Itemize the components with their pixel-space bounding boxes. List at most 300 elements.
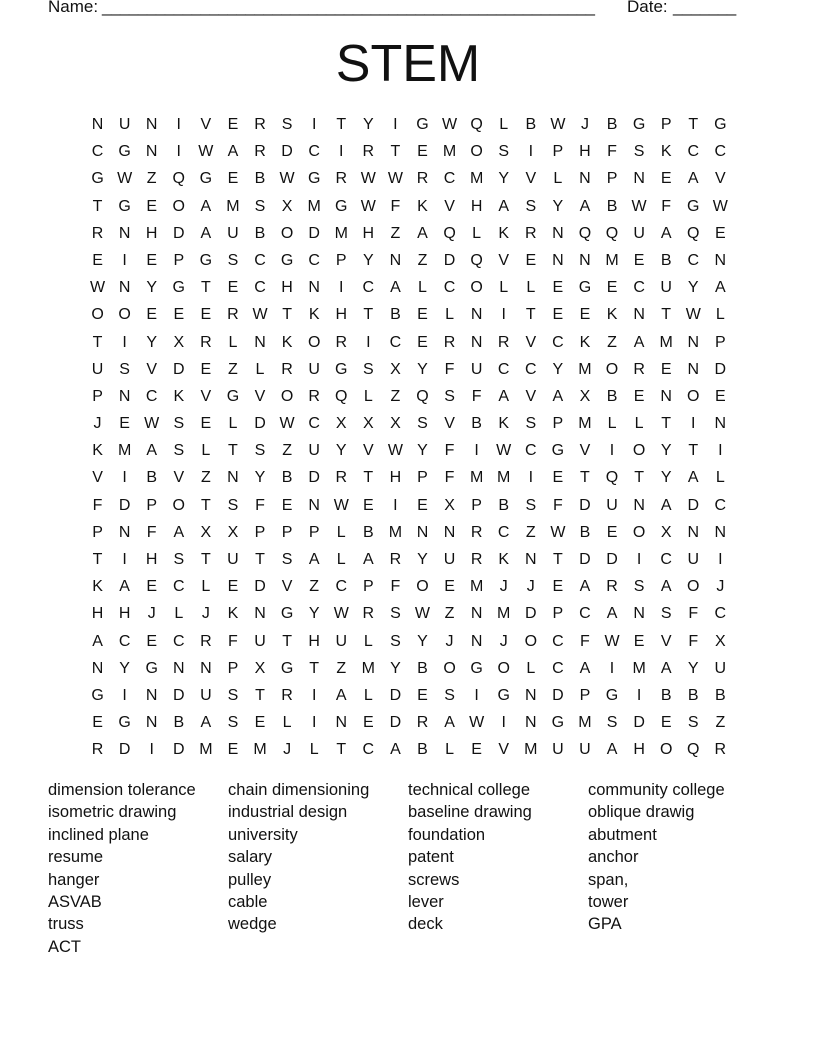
- grid-letter: I: [122, 686, 127, 704]
- grid-letter: P: [92, 523, 103, 541]
- grid-letter: I: [176, 143, 181, 161]
- grid-letter: R: [281, 360, 293, 378]
- grid-letter: L: [526, 659, 536, 677]
- grid-letter: I: [718, 442, 723, 460]
- grid-letter: E: [525, 251, 537, 269]
- word-item: span,: [588, 870, 629, 889]
- grid-letter: E: [362, 496, 374, 514]
- grid-letter: A: [606, 741, 618, 759]
- grid-letter: A: [660, 659, 672, 677]
- grid-letter: N: [416, 523, 429, 541]
- grid-letter: R: [714, 741, 727, 759]
- grid-letter: C: [172, 632, 185, 650]
- grid-letter: Y: [498, 170, 510, 188]
- grid-letter: N: [470, 605, 483, 623]
- word-item: industrial design: [228, 803, 348, 822]
- grid-letter: S: [254, 442, 266, 460]
- grid-letter: Z: [390, 224, 401, 242]
- grid-letter: E: [606, 279, 618, 297]
- grid-letter: N: [633, 306, 645, 324]
- grid-letter: Y: [146, 333, 158, 351]
- grid-letter: I: [366, 333, 371, 351]
- grid-letter: G: [118, 143, 131, 161]
- grid-letter: D: [254, 415, 266, 433]
- grid-letter: L: [445, 306, 454, 324]
- grid-letter: Y: [119, 659, 130, 677]
- grid-letter: D: [525, 605, 537, 623]
- grid-letter: E: [227, 741, 239, 759]
- name-label: Name:: [48, 0, 99, 16]
- grid-letter: M: [334, 224, 348, 242]
- word-item: GPA: [588, 915, 622, 934]
- grid-letter: I: [176, 116, 181, 133]
- grid-letter: C: [497, 360, 510, 378]
- grid-letter: D: [443, 251, 456, 269]
- grid-letter: W: [414, 605, 431, 623]
- grid-letter: D: [254, 578, 266, 596]
- grid-letter: E: [146, 578, 158, 596]
- grid-letter: F: [390, 578, 401, 596]
- grid-row: [84, 193, 734, 220]
- grid-letter: F: [471, 387, 482, 405]
- grid-letter: R: [254, 143, 266, 161]
- grid-letter: M: [524, 741, 538, 759]
- grid-letter: I: [474, 686, 479, 704]
- grid-letter: U: [227, 224, 239, 242]
- grid-letter: D: [172, 224, 185, 242]
- grid-letter: Z: [607, 333, 617, 351]
- grid-letter: G: [172, 279, 185, 297]
- grid-letter: C: [714, 496, 727, 514]
- grid-letter: B: [606, 116, 618, 133]
- grid-letter: D: [714, 360, 727, 378]
- grid-letter: B: [417, 659, 428, 677]
- grid-letter: W: [198, 143, 214, 161]
- word-column: [408, 779, 588, 958]
- grid-letter: L: [445, 741, 454, 759]
- grid-letter: A: [552, 387, 564, 405]
- grid-letter: A: [579, 197, 591, 215]
- grid-letter: V: [579, 442, 591, 460]
- grid-row: [84, 709, 734, 736]
- grid-letter: K: [660, 143, 672, 161]
- grid-letter: S: [660, 605, 672, 623]
- grid-letter: A: [200, 224, 212, 242]
- grid-letter: C: [254, 279, 266, 297]
- grid-letter: M: [469, 578, 484, 596]
- grid-letter: L: [201, 578, 211, 596]
- grid-letter: K: [606, 306, 618, 324]
- grid-letter: C: [362, 279, 375, 297]
- grid-letter: B: [471, 415, 482, 433]
- grid-letter: Z: [444, 605, 455, 623]
- grid-letter: T: [255, 551, 265, 568]
- grid-letter: A: [308, 551, 320, 568]
- grid-letter: Y: [552, 360, 564, 378]
- grid-letter: C: [362, 741, 375, 759]
- grid-letter: G: [307, 170, 321, 188]
- grid-letter: E: [579, 306, 591, 324]
- grid-letter: W: [360, 197, 376, 215]
- grid-letter: F: [228, 632, 238, 650]
- grid-letter: A: [687, 170, 699, 188]
- grid-letter: W: [89, 279, 106, 297]
- grid-letter: T: [309, 659, 320, 677]
- word-item: community college: [588, 781, 725, 799]
- grid-row: [84, 655, 734, 682]
- grid-letter: W: [333, 496, 349, 514]
- grid-letter: E: [552, 578, 564, 596]
- grid-letter: E: [119, 415, 130, 433]
- grid-letter: D: [389, 714, 402, 732]
- grid-letter: G: [416, 116, 429, 133]
- grid-letter: T: [525, 306, 536, 324]
- grid-letter: A: [390, 279, 401, 297]
- grid-letter: V: [525, 333, 537, 351]
- grid-letter: A: [146, 442, 158, 460]
- grid-letter: Y: [552, 197, 564, 215]
- word-item: isometric drawing: [48, 803, 177, 822]
- grid-letter: I: [474, 442, 479, 460]
- grid-letter: G: [335, 197, 348, 215]
- grid-letter: T: [92, 551, 103, 568]
- grid-letter: E: [146, 632, 158, 650]
- grid-letter: E: [444, 578, 455, 596]
- grid-letter: D: [389, 686, 402, 704]
- grid-letter: L: [363, 632, 373, 650]
- grid-letter: R: [525, 224, 537, 242]
- grid-letter: U: [552, 741, 564, 759]
- grid-letter: T: [661, 306, 672, 324]
- grid-letter: U: [335, 632, 348, 650]
- grid-letter: F: [390, 197, 401, 215]
- grid-letter: E: [146, 251, 158, 269]
- word-item: chain dimensioning: [228, 781, 370, 799]
- grid-letter: Z: [282, 442, 292, 460]
- grid-letter: G: [118, 714, 131, 732]
- grid-letter: C: [172, 578, 185, 596]
- grid-letter: X: [227, 523, 239, 541]
- word-item: salary: [228, 848, 273, 867]
- date-blank-line: _______: [673, 0, 736, 16]
- grid-letter: H: [145, 224, 158, 242]
- grid-letter: O: [524, 632, 538, 650]
- grid-letter: Z: [715, 714, 726, 732]
- grid-letter: G: [632, 116, 646, 133]
- grid-letter: N: [308, 496, 320, 514]
- word-column: [48, 779, 228, 958]
- grid-row: [84, 301, 734, 328]
- grid-letter: H: [362, 224, 375, 242]
- grid-letter: B: [254, 224, 266, 242]
- grid-letter: T: [688, 442, 699, 460]
- word-item: technical college: [408, 781, 530, 799]
- grid-letter: L: [715, 469, 725, 487]
- word-item: ASVAB: [48, 893, 102, 912]
- grid-letter: B: [362, 523, 374, 541]
- grid-letter: R: [281, 686, 293, 704]
- grid-letter: S: [444, 387, 455, 405]
- grid-letter: V: [146, 360, 158, 378]
- grid-letter: G: [280, 659, 294, 677]
- grid-letter: S: [444, 686, 455, 704]
- grid-letter: I: [122, 333, 127, 351]
- grid-row: [84, 492, 734, 519]
- word-item: oblique drawig: [588, 803, 695, 822]
- grid-letter: T: [661, 415, 672, 433]
- grid-letter: L: [363, 686, 373, 704]
- grid-letter: E: [715, 224, 726, 242]
- grid-letter: B: [417, 741, 428, 759]
- grid-letter: B: [715, 686, 726, 704]
- grid-letter: D: [172, 741, 185, 759]
- grid-letter: I: [393, 496, 398, 514]
- grid-letter: L: [499, 279, 509, 297]
- grid-letter: H: [470, 197, 483, 215]
- grid-letter: X: [579, 387, 591, 405]
- grid-letter: C: [497, 523, 510, 541]
- grid-letter: E: [200, 415, 212, 433]
- grid-letter: N: [633, 605, 645, 623]
- grid-letter: N: [145, 686, 158, 704]
- grid-letter: Q: [335, 387, 348, 405]
- grid-letter: S: [498, 143, 510, 161]
- grid-letter: N: [118, 523, 131, 541]
- grid-letter: N: [470, 632, 483, 650]
- grid-letter: W: [550, 116, 566, 133]
- grid-letter: K: [498, 551, 510, 568]
- grid-letter: G: [199, 170, 213, 188]
- grid-letter: V: [200, 116, 212, 133]
- grid-letter: U: [606, 496, 618, 514]
- grid-letter: E: [633, 251, 645, 269]
- grid-letter: E: [606, 523, 618, 541]
- grid-letter: A: [498, 387, 510, 405]
- grid-letter: P: [579, 686, 591, 704]
- grid-letter: W: [604, 632, 620, 650]
- grid-letter: E: [362, 714, 374, 732]
- grid-letter: U: [633, 224, 645, 242]
- date-label: Date:: [627, 0, 668, 16]
- grid-letter: H: [145, 551, 158, 568]
- grid-letter: U: [660, 279, 672, 297]
- grid-letter: Z: [525, 523, 536, 541]
- grid-letter: J: [580, 116, 589, 133]
- grid-letter: R: [308, 387, 320, 405]
- grid-letter: S: [227, 686, 239, 704]
- grid-letter: Q: [470, 251, 483, 269]
- grid-letter: E: [660, 360, 672, 378]
- grid-letter: I: [149, 741, 154, 759]
- grid-letter: C: [145, 387, 158, 405]
- word-item: cable: [228, 893, 268, 912]
- grid-letter: L: [553, 170, 563, 188]
- grid-letter: W: [550, 523, 566, 541]
- grid-letter: T: [634, 469, 644, 487]
- grid-letter: X: [254, 659, 266, 677]
- grid-row: [84, 165, 734, 192]
- grid-letter: F: [552, 496, 563, 514]
- grid-letter: I: [311, 116, 317, 133]
- grid-letter: E: [227, 116, 239, 133]
- grid-letter: Z: [146, 170, 157, 188]
- grid-letter: X: [362, 415, 374, 433]
- grid-letter: A: [173, 523, 185, 541]
- grid-letter: M: [659, 333, 673, 351]
- grid-letter: L: [201, 442, 211, 460]
- grid-letter: S: [173, 551, 185, 568]
- grid-letter: A: [660, 224, 672, 242]
- grid-letter: D: [687, 496, 700, 514]
- header-fields: [48, 0, 748, 19]
- grid-letter: W: [496, 442, 512, 460]
- word-item: screws: [408, 870, 460, 889]
- grid-letter: M: [226, 197, 240, 215]
- grid-letter: K: [417, 197, 428, 215]
- grid-letter: E: [92, 714, 103, 732]
- grid-letter: J: [147, 605, 156, 623]
- grid-letter: B: [606, 387, 618, 405]
- grid-letter: P: [552, 415, 564, 433]
- grid-letter: Z: [390, 387, 401, 405]
- grid-letter: O: [172, 496, 185, 514]
- grid-letter: F: [688, 605, 699, 623]
- grid-letter: F: [580, 632, 590, 650]
- grid-letter: I: [339, 143, 344, 161]
- grid-letter: L: [499, 116, 509, 133]
- grid-letter: Q: [578, 224, 592, 242]
- grid-letter: Y: [417, 442, 428, 460]
- grid-letter: V: [362, 442, 374, 460]
- grid-letter: X: [281, 197, 293, 215]
- grid-letter: L: [228, 415, 238, 433]
- grid-letter: J: [93, 415, 102, 433]
- grid-letter: K: [308, 306, 320, 324]
- grid-letter: C: [714, 605, 727, 623]
- grid-letter: L: [715, 306, 725, 324]
- grid-letter: C: [308, 251, 320, 269]
- grid-letter: D: [308, 224, 320, 242]
- grid-letter: X: [390, 415, 401, 433]
- grid-letter: Q: [416, 387, 429, 405]
- grid-letter: T: [228, 442, 238, 460]
- grid-letter: M: [117, 442, 132, 460]
- grid-letter: N: [470, 306, 483, 324]
- grid-letter: L: [634, 415, 644, 433]
- grid-letter: C: [308, 415, 320, 433]
- grid-letter: A: [200, 714, 212, 732]
- grid-letter: R: [470, 523, 483, 541]
- grid-letter: X: [173, 333, 185, 351]
- grid-row: [84, 628, 734, 655]
- grid-row: [84, 573, 734, 600]
- grid-letter: W: [387, 442, 403, 460]
- grid-letter: N: [118, 224, 131, 242]
- grid-letter: S: [525, 415, 537, 433]
- grid-letter: A: [200, 197, 212, 215]
- grid-letter: J: [499, 578, 508, 596]
- grid-letter: S: [525, 197, 537, 215]
- grid-letter: S: [633, 578, 645, 596]
- grid-letter: X: [444, 496, 455, 514]
- grid-letter: G: [118, 197, 131, 215]
- grid-letter: O: [632, 442, 646, 460]
- grid-letter: T: [92, 197, 103, 215]
- grid-letter: L: [282, 714, 292, 732]
- grid-letter: M: [388, 523, 403, 541]
- word-item: patent: [408, 848, 454, 867]
- grid-letter: N: [145, 714, 158, 732]
- word-search-grid: [84, 111, 734, 764]
- grid-letter: Z: [417, 251, 428, 269]
- grid-letter: A: [660, 496, 672, 514]
- word-bank: [48, 779, 768, 958]
- grid-letter: S: [417, 415, 428, 433]
- word-item: baseline drawing: [408, 803, 532, 822]
- grid-letter: S: [362, 360, 374, 378]
- grid-letter: E: [92, 251, 103, 269]
- grid-letter: O: [497, 659, 510, 677]
- grid-letter: E: [552, 469, 564, 487]
- grid-letter: T: [363, 306, 374, 324]
- grid-letter: Y: [417, 551, 428, 568]
- grid-letter: C: [443, 279, 456, 297]
- grid-letter: X: [335, 415, 347, 433]
- grid-letter: V: [173, 469, 185, 487]
- grid-letter: N: [254, 605, 266, 623]
- grid-letter: S: [687, 714, 699, 732]
- grid-letter: E: [417, 333, 428, 351]
- grid-letter: W: [387, 170, 403, 188]
- grid-letter: L: [255, 360, 265, 378]
- grid-letter: I: [122, 469, 127, 487]
- grid-letter: R: [443, 333, 456, 351]
- grid-row: [84, 383, 734, 410]
- grid-letter: R: [335, 333, 348, 351]
- grid-letter: R: [200, 632, 212, 650]
- grid-letter: X: [200, 523, 212, 541]
- grid-letter: L: [336, 523, 346, 541]
- grid-row: [84, 600, 734, 627]
- grid-letter: U: [470, 360, 483, 378]
- grid-letter: D: [118, 496, 131, 514]
- grid-letter: O: [659, 741, 673, 759]
- grid-letter: C: [308, 143, 320, 161]
- grid-letter: G: [605, 686, 619, 704]
- grid-letter: Z: [336, 659, 347, 677]
- grid-letter: A: [227, 143, 239, 161]
- grid-letter: K: [227, 605, 239, 623]
- grid-letter: Y: [687, 279, 699, 297]
- grid-letter: N: [552, 224, 564, 242]
- grid-letter: J: [283, 741, 292, 759]
- grid-letter: B: [525, 116, 537, 133]
- grid-letter: N: [200, 659, 212, 677]
- grid-letter: M: [578, 714, 592, 732]
- grid-letter: E: [417, 496, 428, 514]
- grid-letter: V: [254, 387, 266, 405]
- grid-letter: I: [393, 116, 398, 133]
- grid-letter: S: [227, 496, 239, 514]
- grid-letter: T: [336, 741, 347, 759]
- grid-letter: U: [118, 116, 131, 133]
- grid-letter: I: [609, 659, 615, 677]
- grid-letter: B: [579, 523, 591, 541]
- grid-letter: J: [716, 578, 725, 596]
- grid-letter: E: [146, 306, 158, 324]
- grid-letter: U: [91, 360, 104, 378]
- grid-letter: W: [360, 170, 376, 188]
